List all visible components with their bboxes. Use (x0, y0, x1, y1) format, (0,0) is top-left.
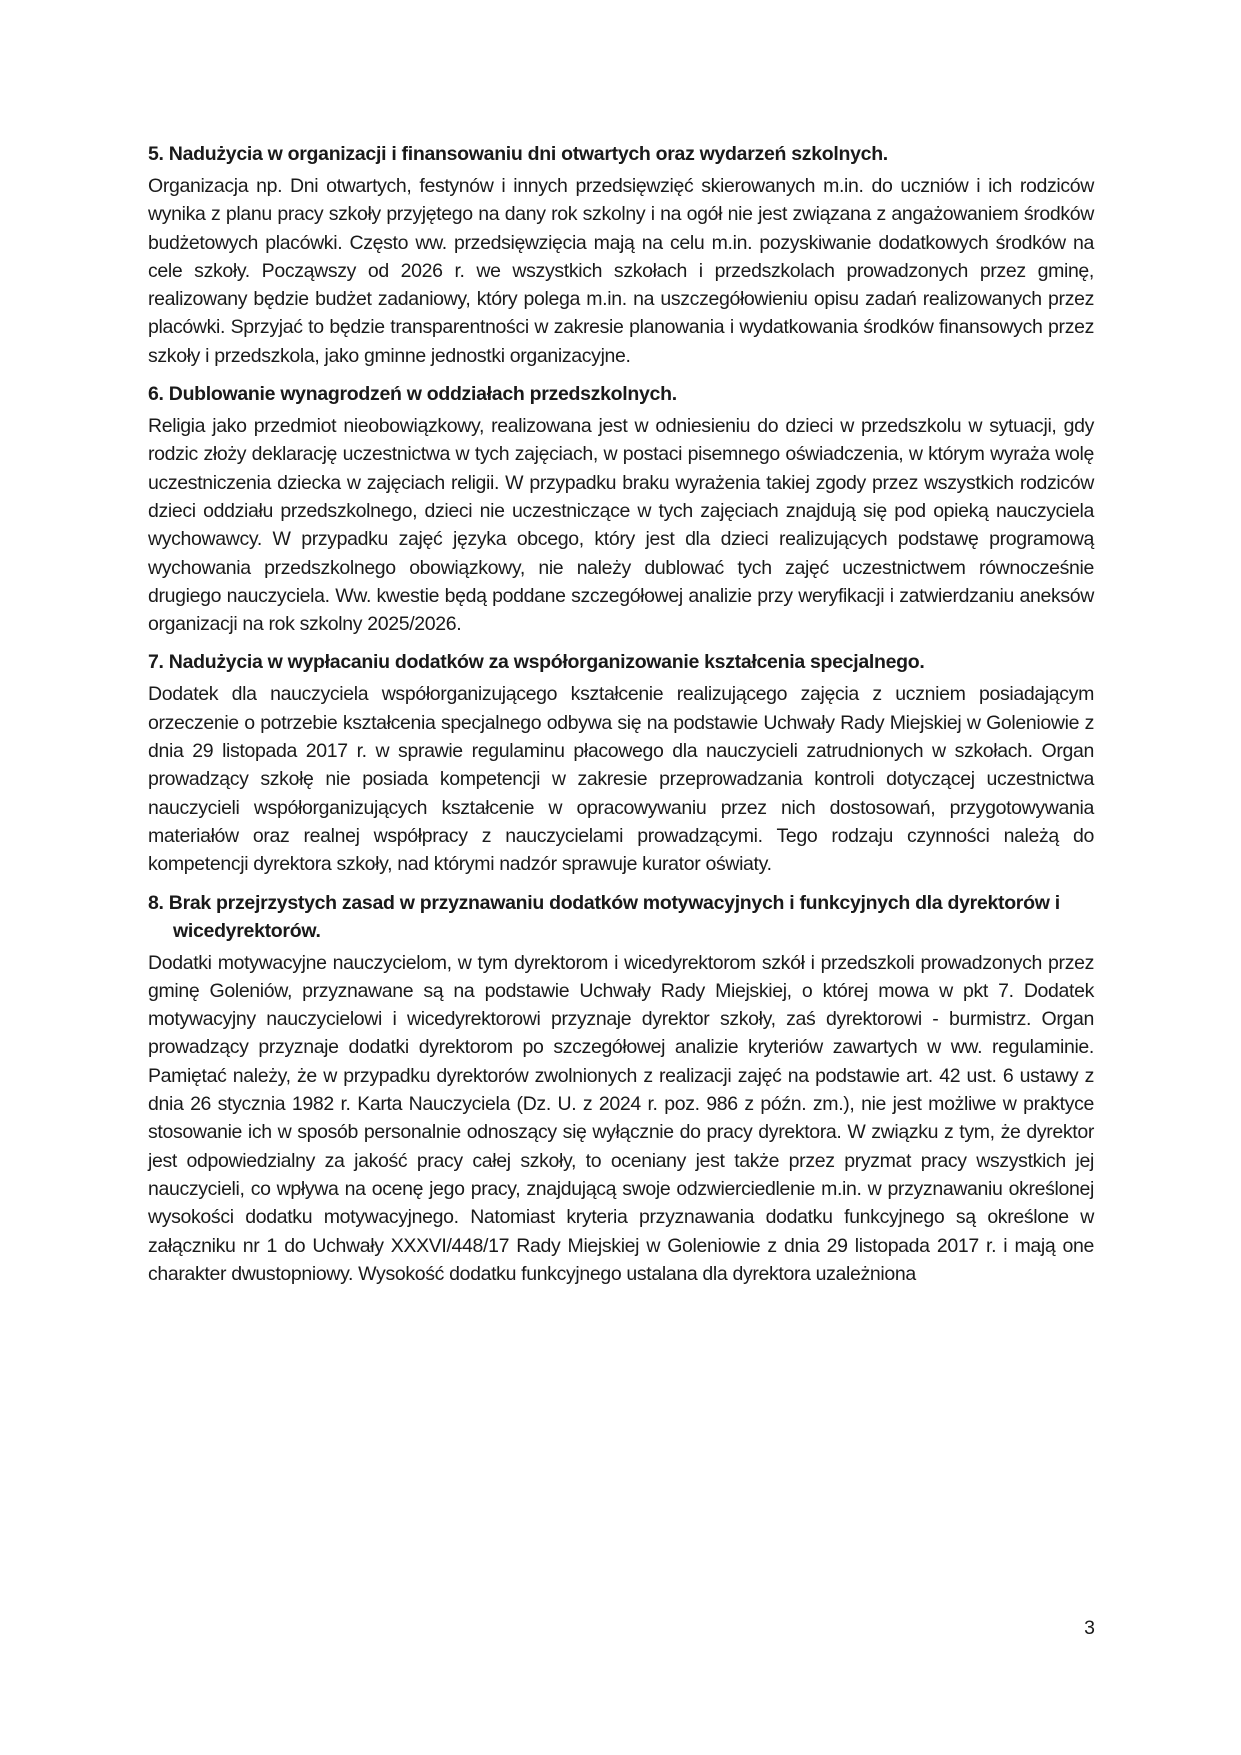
section-heading: 7. Nadużycia w wypłacaniu dodatków za współorganizowanie kształcenia specjalnego. (148, 651, 925, 674)
section-body: Dodatek dla nauczyciela współorganizującego kształcenie realizującego zajęcia z uczniem posiadającym orzeczenie o potrzebie kształcenia specjalnego odbywa się na podstawie Uchwały Rady Miejskiej w Goleniowie z dnia 29 listopada 2017 r. w sprawie regulaminu płacowego dla nauczycieli zatrudnionych w szkołach. Organ prowadzący szkołę nie posiada kompetencji w zakresie przeprowadzania kontroli dotyczącej uczestnictwa nauczycieli współorganizujących kształcenie w opracowywaniu przez nich dostosowań, przygotowywania materiałów oraz realnej współpracy z nauczycielami prowadzącymi. Tego rodzaju czynności należą do kompetencji dyrektora szkoły, nad którymi nadzór sprawuje kurator oświaty. (148, 683, 1094, 876)
section-6 (148, 380, 1094, 638)
page-number: 3 (1084, 1617, 1095, 1639)
section-body: Religia jako przedmiot nieobowiązkowy, realizowana jest w odniesieniu do dzieci w przedszkolu w sytuacji, gdy rodzic złoży deklarację uczestnictwa w tych zajęciach, w postaci pisemnego oświadczenia, w którym wyraża wolę uczestniczenia dziecka w zajęciach religii. W przypadku braku wyrażenia takiej zgody przez wszystkich rodziców dzieci oddziału przedszkolnego, dzieci nie uczestniczące w tych zajęciach znajdują się pod opieką nauczyciela wychowawcy. W przypadku zajęć języka obcego, który jest dla dzieci realizujących podstawę programową wychowania przedszkolnego obowiązkowy, nie należy dublować tych zajęć uczestnictwem równocześnie drugiego nauczyciela. Ww. kwestie będą poddane szczegółowej analizie przy weryfikacji i zatwierdzaniu aneksów organizacji na rok szkolny 2025/2026. (148, 415, 1094, 636)
section-7 (148, 648, 1094, 878)
section-body: Dodatki motywacyjne nauczycielom, w tym dyrektorom i wicedyrektorom szkół i przedszkoli prowadzonych przez gminę Goleniów, przyznawane są na podstawie Uchwały Rady Miejskiej, o której mowa w pkt 7. Dodatek motywacyjny nauczycielowi i wicedyrektorowi przyznaje dyrektor szkoły, zaś dyrektorowi - burmistrz. Organ prowadzący przyznaje dodatki dyrektorom po szczegółowej analizie kryteriów zawartych w ww. regulaminie. Pamiętać należy, że w przypadku dyrektorów zwolnionych z realizacji zajęć na podstawie art. 42 ust. 6 ustawy z dnia 26 stycznia 1982 r. Karta Nauczyciela (Dz. U. z 2024 r. poz. 986 z późn. zm.), nie jest możliwe w praktyce stosowanie ich w sposób personalnie odnoszący się wyłącznie do pracy dyrektora. W związku z tym, że dyrektor jest odpowiedzialny za jakość pracy całej szkoły, to oceniany jest także przez pryzmat pracy wszystkich jej nauczycieli, co wpływa na ocenę jego pracy, znajdującą swoje odzwierciedlenie m.in. w przyznawaniu określonej wysokości dodatku motywacyjnego. Natomiast kryteria przyznawania dodatku funkcyjnego są określone w załączniku nr 1 do Uchwały XXXVI/448/17 Rady Miejskiej w Goleniowie z dnia 29 listopada 2017 r. i mają one charakter dwustopniowy. Wysokość dodatku funkcyjnego ustalana dla dyrektora uzależniona (148, 951, 1094, 1285)
section-heading: 8. Brak przejrzystych zasad w przyznawaniu dodatków motywacyjnych i funkcyjnych dla dyrektorów i wicedyrektorów. (148, 891, 1060, 942)
section-5 (148, 140, 1094, 370)
section-heading: 5. Nadużycia w organizacji i finansowaniu dni otwartych oraz wydarzeń szkolnych. (148, 143, 888, 165)
section-body: Organizacja np. Dni otwartych, festynów i innych przedsięwzięć skierowanych m.in. do uczniów i ich rodziców wynika z planu pracy szkoły przyjętego na dany rok szkolny i na ogół nie jest związana z angażowaniem środków budżetowych placówki. Często ww. przedsięwzięcia mają na celu m.in. pozyskiwanie dodatkowych środków na cele szkoły. Począwszy od 2026 r. we wszystkich szkołach i przedszkolach prowadzonych przez gminę, realizowany będzie budżet zadaniowy, który polega m.in. na uszczegółowieniu opisu zadań realizowanych przez placówki. Sprzyjać to będzie transparentności w zakresie planowania i wydatkowania środków finansowych przez szkoły i przedszkola, jako gminne jednostki organizacyjne. (148, 175, 1094, 367)
section-heading: 6. Dublowanie wynagrodzeń w oddziałach przedszkolnych. (148, 383, 677, 406)
section-8 (148, 889, 1094, 1289)
document-page (148, 140, 1094, 1298)
